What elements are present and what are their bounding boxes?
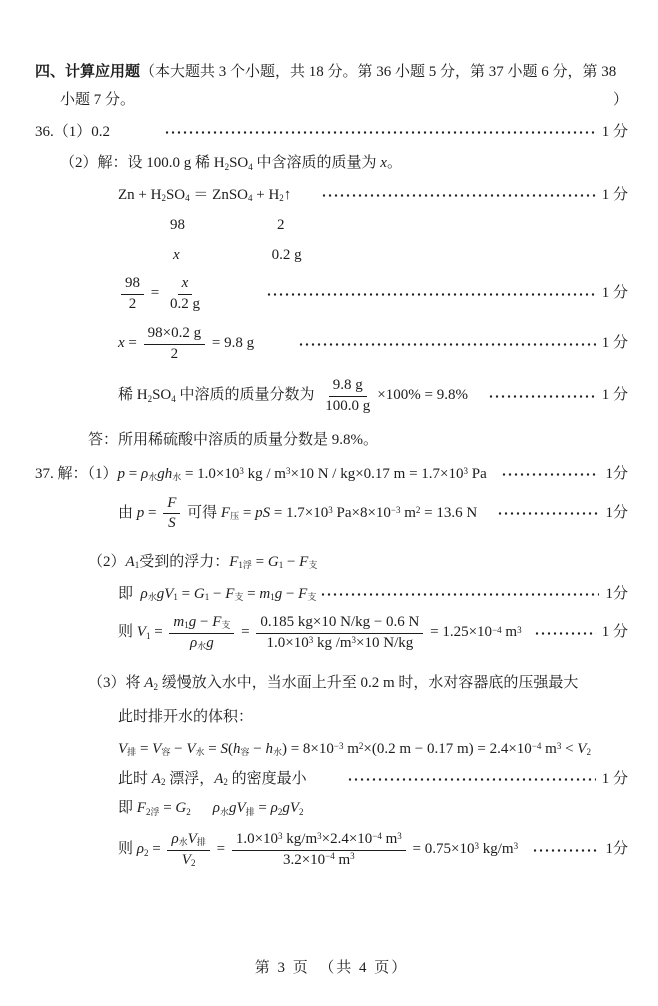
- subscript: 1: [145, 630, 151, 641]
- formula-text: =: [237, 624, 254, 641]
- formula-text: F: [229, 553, 239, 570]
- subscript: 支: [307, 591, 317, 602]
- q37-part1-force: [118, 492, 628, 536]
- q36-chemical-equation: [118, 185, 628, 207]
- formula-text: 答：所用稀硫酸中溶质的质量分数是 9.8%。: [88, 432, 378, 449]
- fraction-denominator: [167, 345, 183, 365]
- formula-text: 中含溶质的质量为: [252, 155, 381, 172]
- fraction-numerator: [169, 613, 234, 634]
- formula-text: SO: [229, 155, 249, 172]
- formula-text: =: [144, 504, 161, 521]
- formula-text: A: [125, 553, 135, 570]
- formula-text: 1 分: [601, 624, 628, 641]
- formula-text: x: [173, 246, 180, 263]
- formula-text: ×10 N/kg: [356, 634, 414, 651]
- superscript: 3: [317, 830, 322, 841]
- formula-text: （2）: [88, 553, 126, 570]
- formula-text: A: [214, 770, 224, 787]
- subscript: 支: [308, 560, 318, 571]
- formula-text: =: [254, 800, 271, 817]
- formula-text: 0.185 kg×10 N/kg − 0.6 N: [260, 614, 420, 631]
- subscript: 2: [143, 847, 149, 858]
- formula-text: −: [196, 614, 213, 631]
- q37-part3-density: [118, 828, 628, 872]
- formula-text: 1分: [605, 585, 628, 602]
- formula-text: 此时: [118, 770, 152, 787]
- formula-text: x: [380, 155, 387, 172]
- formula-text: F: [136, 800, 146, 817]
- formula-text: 稀 H: [118, 387, 148, 404]
- formula-text: ρ: [190, 634, 198, 651]
- subscript: 1: [204, 591, 210, 602]
- fraction: [166, 274, 204, 314]
- formula-text: kg/m: [282, 831, 318, 847]
- subscript: 水: [178, 837, 188, 848]
- formula-text: + H: [252, 187, 280, 203]
- formula-text: h: [265, 740, 273, 757]
- formula-text: V: [118, 740, 128, 757]
- formula-text: =: [251, 553, 268, 570]
- formula-text: G: [267, 553, 279, 570]
- formula-text: 可得: [183, 504, 221, 521]
- superscript: 3: [328, 505, 333, 516]
- fraction: [169, 613, 234, 653]
- subscript: 容: [240, 747, 250, 758]
- q36-solve-x-equation: [118, 322, 628, 366]
- formula-text: 则: [118, 624, 137, 641]
- formula-text: m: [173, 614, 185, 631]
- fraction: [163, 494, 180, 534]
- formula-text: G: [193, 585, 205, 602]
- subscript: 1浮: [238, 560, 252, 571]
- formula-text: A: [144, 675, 154, 692]
- superscript: 3: [517, 624, 522, 635]
- superscript: 3: [350, 851, 355, 862]
- fraction-denominator: [178, 851, 200, 871]
- q37-part2-volume: [118, 611, 628, 655]
- fraction: [121, 274, 144, 314]
- formula-text: 四、计算应用题: [35, 64, 141, 80]
- fraction: [167, 830, 209, 870]
- q36-part1-answer: [35, 122, 628, 144]
- formula-text: 9.8 g: [332, 377, 363, 394]
- formula-text: 1分: [605, 841, 628, 858]
- formula-text: ρ: [212, 800, 220, 817]
- superscript: 2: [358, 740, 364, 751]
- superscript: 3: [285, 466, 291, 477]
- formula-text: 即: [118, 585, 141, 602]
- formula-text: =: [124, 335, 141, 352]
- formula-text: (: [227, 740, 233, 757]
- dot-leader: [501, 472, 600, 477]
- formula-text: F: [167, 494, 177, 511]
- subscript: 排: [245, 806, 255, 817]
- formula-text: F: [220, 504, 231, 521]
- formula-text: =: [136, 740, 153, 757]
- formula-text: Zn + H: [118, 187, 162, 203]
- subscript: 2: [186, 806, 191, 817]
- formula-text: 98: [125, 275, 140, 292]
- formula-text: V: [577, 740, 587, 757]
- q36-final-answer: [88, 430, 628, 452]
- formula-text: m: [259, 585, 271, 602]
- superscript: −4: [531, 740, 542, 751]
- formula-text: F: [225, 585, 235, 602]
- q36-part2-setup: [60, 153, 628, 175]
- formula-text: （2）解：设 100.0 g 稀 H: [60, 155, 225, 172]
- formula-text: 3.2×10: [282, 851, 326, 868]
- subscript: 压: [230, 511, 240, 522]
- q36-molar-mass-row: [118, 215, 628, 237]
- subscript: 2: [161, 193, 166, 204]
- formula-text: 98: [170, 216, 185, 233]
- dot-leader: [497, 511, 599, 516]
- formula-text: kg/m: [478, 841, 514, 858]
- subscript: 2: [279, 193, 284, 204]
- formula-text: −: [249, 740, 266, 757]
- formula-text: G: [175, 800, 187, 817]
- formula-text: V: [187, 831, 197, 847]
- formula-text: =: [204, 740, 221, 757]
- dot-leader: [321, 193, 595, 198]
- superscript: 3: [308, 634, 314, 645]
- fraction-denominator: [186, 634, 218, 654]
- formula-text: =: [148, 841, 165, 858]
- subscript: 排: [196, 837, 206, 848]
- q37-part2-buoyancy: [88, 552, 628, 574]
- formula-text: 1 分: [601, 387, 628, 404]
- subscript: 水: [195, 747, 205, 758]
- superscript: 3: [351, 634, 357, 645]
- formula-text: V: [152, 740, 162, 757]
- subscript: 水: [147, 591, 157, 602]
- formula-text: ) = 8×10: [281, 740, 334, 757]
- subscript: 4: [185, 193, 190, 204]
- fraction-numerator: [256, 613, 423, 634]
- formula-text: ρ: [136, 841, 144, 858]
- formula-text: = 1.25×10: [426, 624, 493, 641]
- formula-text: =: [125, 466, 141, 482]
- formula-text: 1.0×10: [235, 831, 279, 847]
- formula-text: 0.2 g: [169, 295, 200, 312]
- formula-text: F: [212, 614, 222, 631]
- formula-text: 即: [118, 800, 137, 817]
- subscript: 水: [197, 640, 207, 651]
- formula-text: 100.0 g: [325, 397, 371, 414]
- formula-text: g: [188, 614, 197, 631]
- fraction: [256, 613, 423, 653]
- subscript: 1: [173, 591, 178, 602]
- formula-text: 此时排开水的体积：: [118, 709, 254, 725]
- dot-leader: [320, 592, 599, 597]
- subscript: 2: [160, 776, 166, 787]
- formula-text: V: [186, 740, 196, 757]
- formula-text: S: [220, 740, 228, 757]
- fraction-denominator: [262, 634, 417, 654]
- formula-text: gV: [228, 800, 246, 817]
- q36-unknown-row: [118, 245, 628, 267]
- formula-text: Pa: [468, 466, 487, 482]
- subscript: 2: [277, 806, 283, 817]
- formula-text: −: [170, 740, 187, 757]
- formula-text: ＝ ZnSO: [189, 187, 248, 203]
- subscript: 2: [153, 681, 158, 692]
- formula-text: x: [181, 275, 189, 292]
- formula-text: =: [239, 504, 256, 521]
- formula-text: ×2.4×10: [321, 831, 373, 847]
- superscript: 3: [463, 466, 468, 477]
- formula-text: ×(0.2 m − 0.17 m) = 2.4×10: [363, 740, 532, 757]
- formula-text: m: [501, 624, 518, 641]
- formula-text: gV: [282, 800, 300, 817]
- formula-text: Pa×8×10: [332, 504, 391, 521]
- q36-mass-fraction-equation: [118, 374, 628, 418]
- formula-text: x: [118, 335, 125, 352]
- formula-text: −: [209, 585, 226, 602]
- fraction-numerator: [329, 376, 367, 397]
- fraction-denominator: [166, 295, 204, 315]
- fraction-numerator: [232, 830, 406, 851]
- subscript: 支: [221, 620, 231, 631]
- subscript: 2: [147, 393, 153, 404]
- dot-leader: [266, 292, 596, 297]
- subscript: 4: [171, 393, 176, 404]
- q37-part3-equilibrium: [118, 798, 628, 820]
- formula-text: 0.2 g: [271, 246, 302, 263]
- formula-text: ×100% = 9.8%: [377, 387, 468, 404]
- subscript: 2: [299, 806, 304, 817]
- subscript: 1: [270, 591, 275, 602]
- q37-part1-pressure: [35, 464, 628, 486]
- superscript: 3: [556, 740, 562, 751]
- section-heading-line-1: [35, 62, 628, 84]
- formula-text: 2: [277, 216, 285, 233]
- formula-text: g: [274, 585, 283, 602]
- superscript: 2: [415, 505, 421, 516]
- subscript: 水: [272, 747, 282, 758]
- formula-text: 漂浮，: [165, 770, 215, 787]
- formula-text: 37. 解：（1）: [35, 466, 118, 482]
- formula-text: 的密度最小: [227, 770, 307, 787]
- formula-text: V: [136, 624, 146, 641]
- formula-text: h: [164, 466, 173, 482]
- formula-text: 98×0.2 g: [147, 325, 202, 342]
- formula-text: ρ: [140, 585, 148, 602]
- formula-text: m: [381, 831, 398, 847]
- formula-text: 由: [118, 504, 137, 521]
- fraction: [232, 830, 406, 870]
- subscript: 2: [190, 857, 196, 868]
- formula-text: 缓慢放入水中，当水面上升至 0.2 m 时，水对容器底的压强最大: [157, 675, 579, 692]
- dot-leader: [488, 394, 596, 399]
- formula-text: m: [343, 740, 359, 757]
- subscript: 2: [223, 776, 228, 787]
- subscript: 水: [219, 806, 229, 817]
- section-heading-line-2: [60, 90, 628, 112]
- fraction-denominator: [125, 295, 141, 315]
- fraction: [321, 376, 374, 416]
- formula-text: =: [243, 585, 260, 602]
- subscript: 支: [234, 591, 244, 602]
- formula-text: p: [136, 504, 145, 521]
- formula-text: 2: [128, 295, 137, 312]
- superscript: 3: [239, 466, 244, 477]
- formula-text: = 1.7×10: [270, 504, 329, 521]
- formula-text: = 1.0×10: [181, 466, 240, 482]
- fraction-denominator: [164, 514, 180, 534]
- formula-text: 1.0×10: [266, 634, 309, 651]
- formula-text: 1 分: [601, 187, 628, 203]
- dot-leader: [298, 342, 596, 347]
- formula-text: −: [283, 553, 300, 570]
- formula-text: pS: [255, 504, 271, 521]
- formula-text: （本大题共 3 个小题，共 18 分。第 36 小题 5 分，第 37 小题 6 分，第 38: [140, 64, 617, 80]
- formula-text: A: [151, 770, 161, 787]
- superscript: 3: [278, 830, 283, 841]
- fraction-numerator: [144, 324, 205, 345]
- formula-text: 。: [386, 155, 402, 172]
- formula-text: = 13.6 N: [420, 504, 478, 521]
- formula-text: 中溶质的质量分数为: [175, 387, 319, 404]
- fraction: [144, 324, 205, 364]
- superscript: 3: [397, 830, 402, 841]
- formula-text: F: [298, 585, 308, 602]
- fraction-numerator: [121, 274, 144, 295]
- q37-part3-floating: [118, 769, 628, 791]
- formula-text: S: [168, 515, 176, 532]
- superscript: −4: [372, 830, 382, 841]
- dot-leader: [534, 631, 596, 636]
- formula-text: =: [177, 585, 194, 602]
- formula-text: 2: [170, 345, 179, 362]
- formula-text: 受到的浮力：: [139, 553, 230, 570]
- formula-text: = 9.8 g: [208, 335, 255, 352]
- formula-text: m: [334, 851, 351, 868]
- formula-text: gV: [156, 585, 174, 602]
- q37-part2-expand: [118, 584, 628, 606]
- formula-text: ρ: [140, 466, 149, 482]
- dot-leader: [347, 777, 596, 782]
- formula-text: m: [541, 740, 557, 757]
- formula-text: <: [561, 740, 578, 757]
- formula-text: ×10 N / kg×0.17 m = 1.7×10: [290, 466, 464, 482]
- subscript: 1: [184, 620, 189, 631]
- document-lines: [35, 62, 628, 872]
- formula-text: ↑: [283, 187, 292, 203]
- superscript: 3: [474, 841, 479, 852]
- formula-text: 小题 7 分。: [60, 91, 136, 108]
- formula-text: 1 分: [601, 123, 628, 140]
- formula-text: =: [159, 800, 176, 817]
- subscript: 2浮: [145, 806, 160, 817]
- formula-text: 1分: [605, 466, 628, 482]
- formula-text: ρ: [270, 800, 278, 817]
- formula-text: = 0.75×10: [408, 841, 475, 858]
- formula-text: V: [181, 851, 191, 868]
- superscript: −4: [325, 851, 335, 862]
- formula-text: p: [117, 466, 126, 482]
- formula-text: g: [157, 466, 165, 482]
- q36-proportion-equation: [118, 272, 628, 316]
- formula-text: g: [206, 634, 214, 651]
- subscript: 1: [278, 560, 284, 571]
- page-footer: 第 3 页 （共 4 页）: [254, 960, 409, 977]
- superscript: −3: [333, 740, 344, 751]
- subscript: 排: [127, 747, 137, 758]
- subscript: 容: [161, 747, 171, 758]
- fraction-numerator: [178, 274, 193, 295]
- superscript: −4: [492, 624, 502, 635]
- formula-text: 36.（1）0.2: [35, 123, 111, 140]
- formula-text: F: [299, 553, 309, 570]
- formula-text: 1 分: [601, 770, 628, 787]
- formula-text: SO: [152, 387, 172, 404]
- formula-text: 1 分: [601, 335, 628, 352]
- formula-text: kg / m: [243, 466, 286, 482]
- fraction-numerator: [167, 830, 209, 851]
- formula-text: 1分: [605, 504, 628, 521]
- formula-text: ρ: [171, 831, 179, 847]
- formula-text: h: [232, 740, 241, 757]
- fraction-denominator: [279, 851, 359, 871]
- dot-leader: [164, 130, 596, 135]
- formula-text: −: [282, 585, 299, 602]
- subscript: 水: [148, 472, 158, 483]
- formula-text: kg /m: [313, 634, 352, 651]
- q37-part3-statement: [88, 673, 628, 695]
- subscript: 2: [586, 747, 591, 758]
- formula-text: =: [147, 285, 163, 302]
- formula-text: 则: [118, 841, 137, 858]
- formula-text: =: [212, 841, 229, 858]
- subscript: 4: [248, 161, 253, 172]
- q37-part3-displaced-volume: [118, 739, 628, 761]
- formula-text: SO: [165, 187, 186, 203]
- fraction-denominator: [321, 397, 374, 417]
- subscript: 4: [248, 193, 253, 204]
- formula-text: =: [150, 624, 167, 641]
- superscript: −3: [390, 505, 401, 516]
- dot-leader: [532, 848, 599, 853]
- subscript: 2: [224, 161, 230, 172]
- superscript: 3: [513, 841, 519, 852]
- q37-part3-displaced-label: [118, 707, 628, 729]
- formula-text: m: [400, 504, 416, 521]
- formula-text: 1 分: [601, 285, 628, 302]
- fraction-numerator: [163, 494, 180, 515]
- subscript: 1: [134, 560, 140, 571]
- subscript: 水: [172, 472, 182, 483]
- formula-text: （3）将: [88, 675, 145, 692]
- formula-text: ）: [612, 91, 628, 108]
